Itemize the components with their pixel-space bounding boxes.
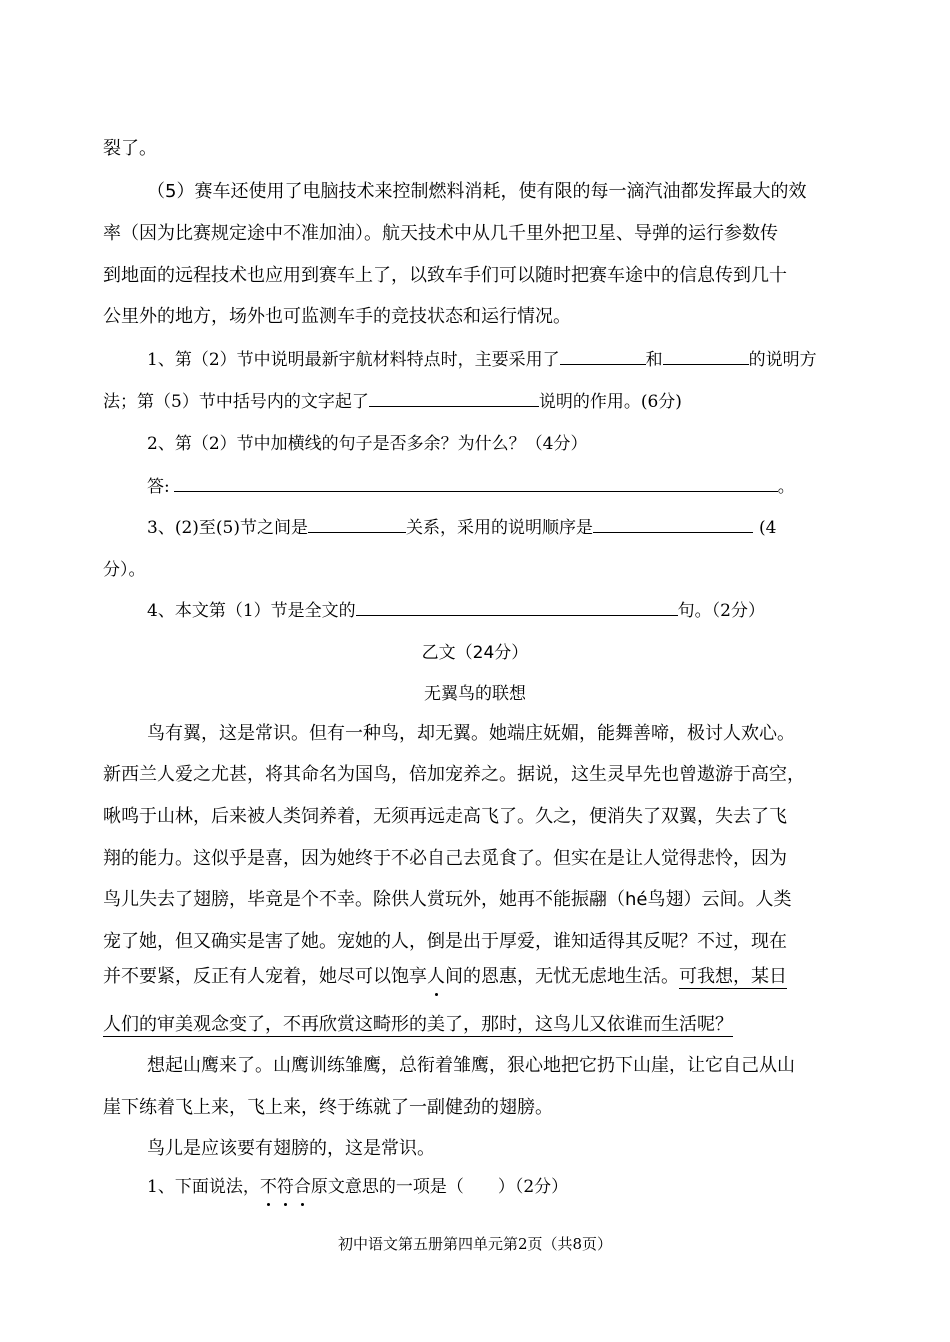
answer-blank[interactable] bbox=[560, 348, 646, 365]
dotted-character: 合 bbox=[293, 1177, 311, 1197]
answer-blank[interactable] bbox=[369, 390, 539, 407]
question-text: (4 bbox=[758, 518, 777, 538]
answer-blank[interactable] bbox=[308, 516, 406, 533]
question-2-answer-line bbox=[147, 472, 795, 497]
paragraph-5-line-4: 公里外的地方，场外也可监测车手的竞技状态和运行情况。 bbox=[103, 306, 571, 327]
question-text: 关系，采用的说明顺序是 bbox=[405, 518, 593, 538]
passage-b-line: 鸟儿是应该要有翅膀的，这是常识。 bbox=[147, 1138, 435, 1159]
question-3-line-2: 分）。 bbox=[103, 560, 146, 580]
passage-b-line: 鸟有翼，这是常识。但有一种鸟，却无翼。她端庄妩媚，能舞善啼，极讨人欢心。 bbox=[147, 723, 795, 744]
question-text: 1、第（2）节中说明最新宇航材料特点时，主要采用了 bbox=[147, 350, 560, 370]
dotted-character: 符 bbox=[276, 1177, 294, 1197]
passage-text: 间的恩惠，无忧无虑地生活。 bbox=[445, 966, 679, 987]
passage-b-line: 崖下练着飞上来，飞上来，终于练就了一副健劲的翅膀。 bbox=[103, 1097, 553, 1118]
passage-text: 并不要紧，反正有人宠着，她尽可以饱享 bbox=[103, 966, 427, 987]
page-footer: 初中语文第五册第四单元第2页（共8页） bbox=[337, 1235, 613, 1253]
passage-b-line: 想起山鹰来了。山鹰训练雏鹰，总衔着雏鹰，狠心地把它扔下山崖，让它自己从山 bbox=[147, 1055, 795, 1076]
passage-b-line bbox=[103, 1010, 733, 1036]
question-1-line-2 bbox=[103, 387, 682, 412]
question-text: 句。（2分） bbox=[677, 601, 765, 621]
question-text: 。 bbox=[777, 477, 795, 497]
dotted-character: 人 bbox=[427, 966, 445, 987]
passage-b-line: 啾鸣于山林，后来被人类饲养着，无须再远走高飞了。久之，便消失了双翼，失去了飞 bbox=[103, 806, 787, 827]
underlined-sentence: 可我想，某日 bbox=[679, 966, 787, 987]
passage-b-line: 鸟儿失去了翅膀，毕竟是个不幸。除供人赏玩外，她再不能振翮（hé鸟翅）云间。人类 bbox=[103, 889, 792, 910]
paragraph-5-line-3: 到地面的远程技术也应用到赛车上了，以致车手们可以随时把赛车途中的信息传到几十 bbox=[103, 265, 787, 286]
answer-blank[interactable] bbox=[593, 516, 753, 533]
passage-b-line: 翔的能力。这似乎是喜，因为她终于不必自己去觅食了。但实在是让人觉得悲怜，因为 bbox=[103, 848, 787, 869]
question-3-line-1 bbox=[147, 513, 776, 538]
text-line: 裂了。 bbox=[103, 138, 157, 159]
underlined-sentence: 人们的审美观念变了，不再欣赏这畸形的美了，那时，这鸟儿又依谁而生活呢？ bbox=[103, 1014, 733, 1035]
paragraph-5-line-1: （5）赛车还使用了电脑技术来控制燃料消耗，使有限的每一滴汽油都发挥最大的效 bbox=[147, 181, 807, 202]
passage-b-line: 新西兰人爱之尤甚，将其命名为国鸟，倍加宠养之。据说，这生灵早先也曾遨游于高空， bbox=[103, 764, 805, 785]
answer-label: 答: bbox=[147, 477, 170, 497]
question-text: 3、(2)至(5)节之间是 bbox=[147, 518, 308, 538]
question-b-1 bbox=[147, 1172, 568, 1197]
paragraph-5-line-2: 率（因为比赛规定途中不准加油）。航天技术中从几千里外把卫星、导弹的运行参数传 bbox=[103, 223, 778, 244]
question-text: 和 bbox=[645, 350, 663, 370]
question-text: 的说明方 bbox=[748, 350, 817, 370]
answer-blank[interactable] bbox=[174, 475, 778, 492]
passage-title: 无翼鸟的联想 bbox=[424, 684, 526, 704]
passage-b-line: 宠了她，但又确实是害了她。宠她的人，倒是出于厚爱，谁知适得其反呢？不过，现在 bbox=[103, 931, 787, 952]
question-text: 法；第（5）节中括号内的文字起了 bbox=[103, 392, 369, 412]
question-4 bbox=[147, 596, 765, 621]
question-1-line-1 bbox=[147, 345, 817, 370]
answer-blank[interactable] bbox=[356, 599, 678, 616]
answer-blank[interactable] bbox=[663, 348, 749, 365]
dotted-character: 不 bbox=[259, 1177, 277, 1197]
question-text: 1、下面说法， bbox=[147, 1177, 260, 1197]
question-text: 原文意思的一项是（ ）（2分） bbox=[310, 1177, 569, 1197]
question-text: 4、本文第（1）节是全文的 bbox=[147, 601, 356, 621]
passage-b-line bbox=[103, 962, 787, 988]
question-text: 说明的作用。(6分) bbox=[538, 392, 682, 412]
question-2: 2、第（2）节中加横线的句子是否多余？为什么？（4分） bbox=[147, 434, 588, 454]
section-heading: 乙文（24分） bbox=[421, 643, 529, 663]
